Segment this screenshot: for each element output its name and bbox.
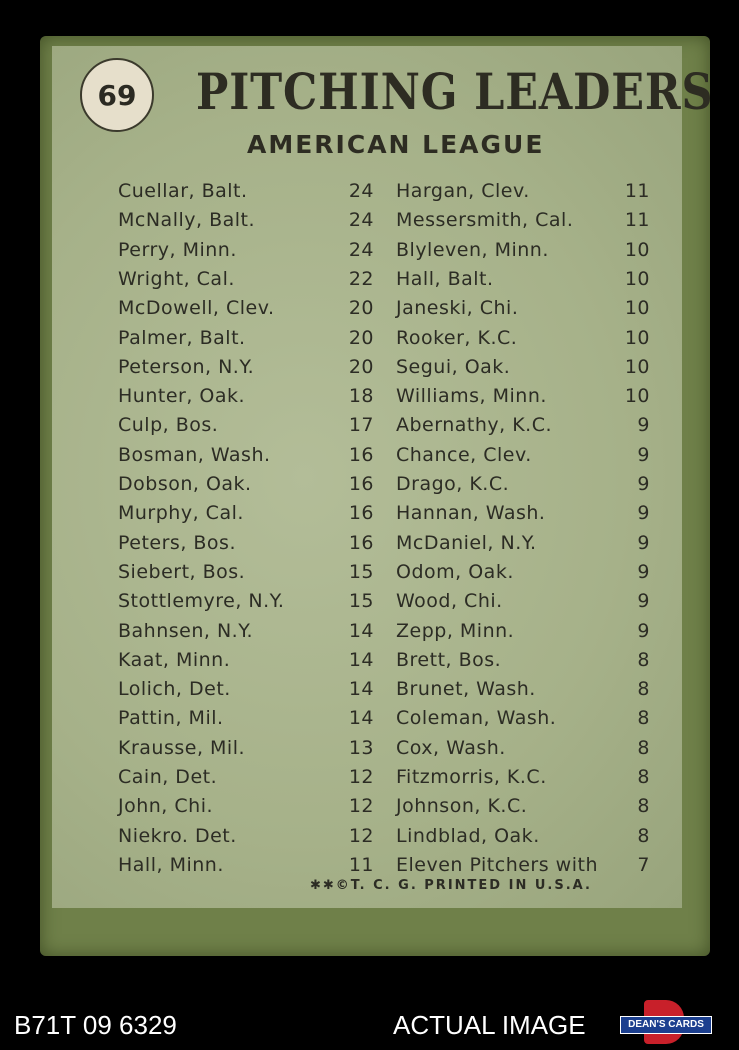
leader-row (0, 385, 739, 411)
right-pitcher-wins: 11 (624, 209, 650, 232)
left-pitcher-name: Stottlemyre, N.Y. (118, 590, 285, 613)
left-pitcher-name: Krausse, Mil. (118, 736, 246, 759)
left-pitcher-name: McDowell, Clev. (118, 297, 275, 320)
left-pitcher-name: Kaat, Minn. (118, 648, 231, 671)
left-pitcher-wins: 16 (348, 473, 374, 495)
right-pitcher-name: Odom, Oak. (396, 560, 514, 583)
left-pitcher-wins: 17 (348, 414, 374, 437)
left-pitcher-wins: 14 (348, 648, 374, 671)
left-pitcher-name: Wright, Cal. (118, 267, 235, 290)
right-pitcher-wins: 9 (637, 502, 650, 525)
right-pitcher-wins: 8 (637, 707, 650, 730)
left-pitcher-wins: 14 (348, 678, 374, 701)
right-pitcher-wins: 8 (637, 736, 650, 759)
leader-row (0, 620, 739, 646)
leader-row (0, 209, 739, 235)
leader-row (0, 737, 739, 763)
right-pitcher-name: Lindblad, Oak. (396, 824, 540, 847)
leader-row (0, 297, 739, 323)
left-pitcher-name: Bosman, Wash. (118, 443, 271, 466)
left-pitcher-name: Murphy, Cal. (118, 502, 244, 525)
left-pitcher-wins: 14 (348, 619, 374, 642)
left-pitcher-name: Peters, Bos. (118, 531, 236, 554)
leader-row (0, 590, 739, 616)
left-pitcher-name: Pattin, Mil. (118, 707, 224, 730)
leader-row (0, 444, 739, 470)
left-pitcher-wins: 12 (348, 795, 374, 818)
leader-row (0, 356, 739, 382)
right-pitcher-name: Coleman, Wash. (396, 707, 557, 730)
right-pitcher-name: Wood, Chi. (396, 590, 503, 613)
right-pitcher-name: Johnson, K.C. (396, 795, 528, 818)
left-pitcher-wins: 16 (348, 531, 374, 554)
leader-row (0, 561, 739, 587)
left-pitcher-wins: 24 (348, 238, 374, 261)
card-subtitle: AMERICAN LEAGUE (247, 130, 545, 159)
right-pitcher-wins: 11 (624, 180, 650, 202)
leader-row (0, 502, 739, 528)
right-pitcher-name: Segui, Oak. (396, 355, 511, 378)
right-pitcher-name: Chance, Clev. (396, 443, 532, 466)
card-title: PITCHING LEADERS (196, 62, 714, 121)
leader-row (0, 795, 739, 821)
right-pitcher-wins: 9 (637, 473, 650, 495)
left-pitcher-wins: 24 (348, 209, 374, 232)
right-pitcher-name: Brett, Bos. (396, 648, 502, 671)
leader-row (0, 473, 739, 499)
right-pitcher-wins: 8 (637, 648, 650, 671)
leader-row (0, 532, 739, 558)
right-pitcher-name: Hargan, Clev. (396, 180, 530, 202)
left-pitcher-wins: 22 (348, 267, 374, 290)
right-pitcher-wins: 9 (637, 619, 650, 642)
left-pitcher-wins: 12 (348, 824, 374, 847)
right-pitcher-name: Blyleven, Minn. (396, 238, 549, 261)
left-pitcher-name: Siebert, Bos. (118, 560, 246, 583)
left-pitcher-wins: 20 (348, 355, 374, 378)
right-pitcher-wins: 9 (637, 560, 650, 583)
leader-row (0, 766, 739, 792)
left-pitcher-name: John, Chi. (118, 795, 214, 818)
card-id-caption: B71T 09 6329 (14, 1010, 177, 1040)
right-pitcher-name: Janeski, Chi. (396, 297, 519, 320)
leader-row (0, 825, 739, 851)
actual-image-caption: ACTUAL IMAGE (393, 1010, 586, 1040)
right-pitcher-name: Fitzmorris, K.C. (396, 766, 547, 788)
left-pitcher-name: Hunter, Oak. (118, 385, 246, 408)
right-pitcher-wins: 8 (637, 795, 650, 818)
left-pitcher-name: McNally, Balt. (118, 209, 256, 232)
right-pitcher-name: Abernathy, K.C. (396, 414, 553, 437)
right-pitcher-name: Cox, Wash. (396, 736, 506, 759)
right-pitcher-wins: 10 (624, 238, 650, 261)
right-pitcher-name: Messersmith, Cal. (396, 209, 574, 232)
left-pitcher-name: Culp, Bos. (118, 414, 219, 437)
right-pitcher-wins: 9 (637, 443, 650, 466)
right-pitcher-name: Eleven Pitchers with (396, 853, 598, 876)
right-pitcher-wins: 8 (637, 678, 650, 701)
leader-row (0, 854, 739, 880)
left-pitcher-wins: 15 (348, 560, 374, 583)
left-pitcher-name: Niekro. Det. (118, 824, 237, 847)
left-pitcher-name: Hall, Minn. (118, 853, 224, 876)
left-pitcher-wins: 18 (348, 385, 374, 408)
card-number-badge (80, 58, 154, 132)
deans-cards-logo (614, 1000, 714, 1044)
left-pitcher-wins: 14 (348, 707, 374, 730)
right-pitcher-name: Drago, K.C. (396, 473, 510, 495)
right-pitcher-wins: 7 (637, 853, 650, 876)
right-pitcher-name: McDaniel, N.Y. (396, 531, 537, 554)
right-pitcher-wins: 10 (624, 385, 650, 408)
leader-row (0, 649, 739, 675)
left-pitcher-name: Cuellar, Balt. (118, 180, 248, 202)
right-pitcher-name: Hall, Balt. (396, 267, 494, 290)
leader-row (0, 239, 739, 265)
right-pitcher-wins: 8 (637, 766, 650, 788)
left-pitcher-name: Palmer, Balt. (118, 326, 246, 349)
leader-row (0, 414, 739, 440)
left-pitcher-name: Cain, Det. (118, 766, 218, 788)
leader-row (0, 678, 739, 704)
right-pitcher-name: Zepp, Minn. (396, 619, 515, 642)
left-pitcher-wins: 12 (348, 766, 374, 788)
right-pitcher-wins: 10 (624, 297, 650, 320)
copyright-footer: ✱✱©T. C. G. PRINTED IN U.S.A. (310, 878, 592, 893)
right-pitcher-wins: 10 (624, 326, 650, 349)
left-pitcher-name: Lolich, Det. (118, 678, 231, 701)
right-pitcher-name: Hannan, Wash. (396, 502, 546, 525)
left-pitcher-name: Bahnsen, N.Y. (118, 619, 254, 642)
right-pitcher-name: Brunet, Wash. (396, 678, 536, 701)
leader-row (0, 268, 739, 294)
right-pitcher-wins: 10 (624, 267, 650, 290)
right-pitcher-name: Williams, Minn. (396, 385, 547, 408)
leader-row (0, 707, 739, 733)
left-pitcher-wins: 20 (348, 297, 374, 320)
right-pitcher-wins: 10 (624, 355, 650, 378)
right-pitcher-wins: 9 (637, 414, 650, 437)
right-pitcher-wins: 9 (637, 531, 650, 554)
left-pitcher-wins: 20 (348, 326, 374, 349)
right-pitcher-wins: 9 (637, 590, 650, 613)
left-pitcher-name: Perry, Minn. (118, 238, 237, 261)
right-pitcher-name: Rooker, K.C. (396, 326, 518, 349)
card-number: 69 (97, 78, 137, 112)
left-pitcher-wins: 11 (348, 853, 374, 876)
left-pitcher-wins: 24 (348, 180, 374, 202)
left-pitcher-wins: 16 (348, 443, 374, 466)
right-pitcher-wins: 8 (637, 824, 650, 847)
left-pitcher-wins: 13 (348, 736, 374, 759)
leader-row (0, 327, 739, 353)
left-pitcher-name: Dobson, Oak. (118, 473, 252, 495)
left-pitcher-wins: 15 (348, 590, 374, 613)
left-pitcher-name: Peterson, N.Y. (118, 355, 255, 378)
left-pitcher-wins: 16 (348, 502, 374, 525)
logo-text: DEAN'S CARDS (620, 1016, 712, 1034)
leader-row (0, 180, 739, 206)
